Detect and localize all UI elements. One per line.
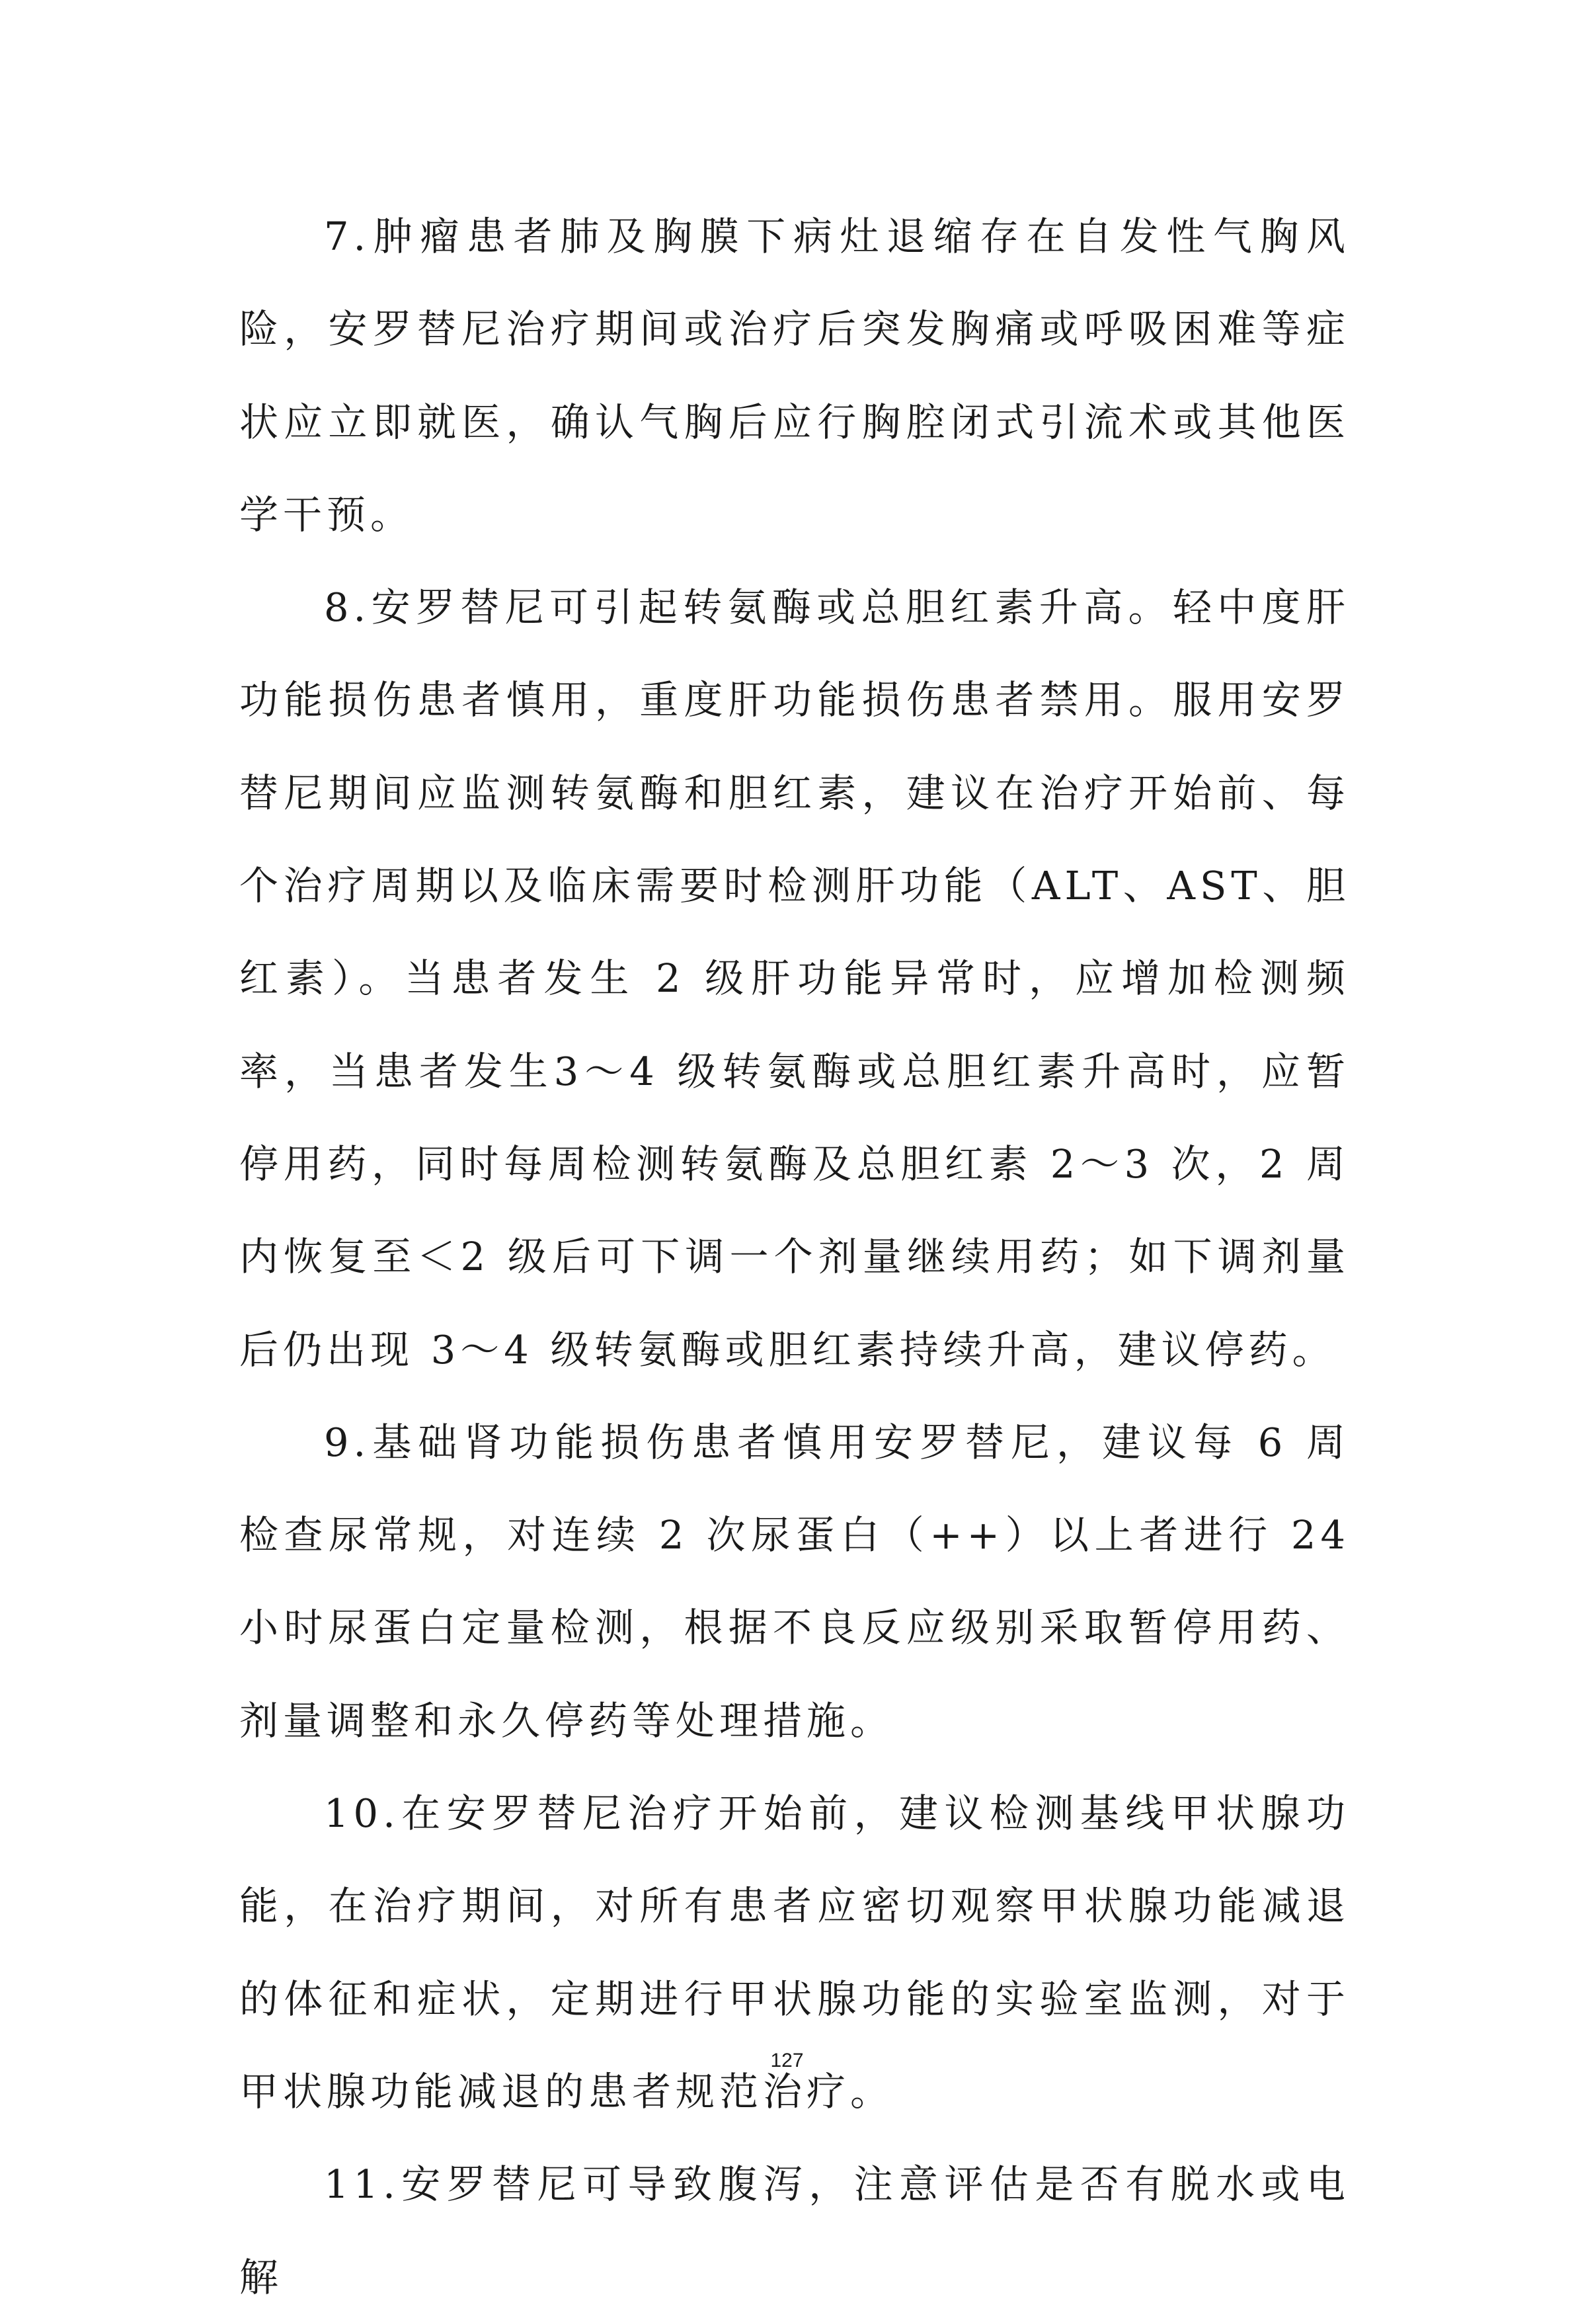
paragraph-item-10: 10.在安罗替尼治疗开始前，建议检测基线甲状腺功能，在治疗期间，对所有患者应密切观察甲状腺功能减退的体征和症状，定期进行甲状腺功能的实验室监测，对于甲状腺功能减退的患者规范治疗。: [239, 1790, 1350, 2114]
paragraph-item-7: 7.肿瘤患者肺及胸膜下病灶退缩存在自发性气胸风险，安罗替尼治疗期间或治疗后突发胸痛或呼吸困难等症状应立即就医，确认气胸后应行胸腔闭式引流术或其他医学干预。: [239, 214, 1350, 538]
paragraph-item-11: 11.安罗替尼可导致腹泻，注意评估是否有脱水或电解: [239, 2161, 1350, 2300]
paragraph-item-8: 8.安罗替尼可引起转氨酶或总胆红素升高。轻中度肝功能损伤患者慎用，重度肝功能损伤患者禁用。服用安罗替尼期间应监测转氨酶和胆红素，建议在治疗开始前、每个治疗周期以及临床需要时检测肝功能（ALT、AST、胆红素）。当患者发生 2 级肝功能异常时，应增加检测频率，当患者发生3～4 级转氨酶或总胆红素升高时，应暂停用药，同时每周检测转氨酶及总胆红素 2～3 次，2 周内恢复至＜2 级后可下调一个剂量继续用药；如下调剂量后仍出现 3～4 级转氨酶或胆红素持续升高，建议停药。: [239, 584, 1350, 1373]
paragraph-item-9: 9.基础肾功能损伤患者慎用安罗替尼，建议每 6 周检查尿常规，对连续 2 次尿蛋白（++）以上者进行 24 小时尿蛋白定量检测，根据不良反应级别采取暂停用药、剂量调整和永久停药等处理措施。: [239, 1419, 1350, 1743]
document-body: [239, 190, 1350, 2324]
page-number: 127: [770, 2050, 804, 2071]
